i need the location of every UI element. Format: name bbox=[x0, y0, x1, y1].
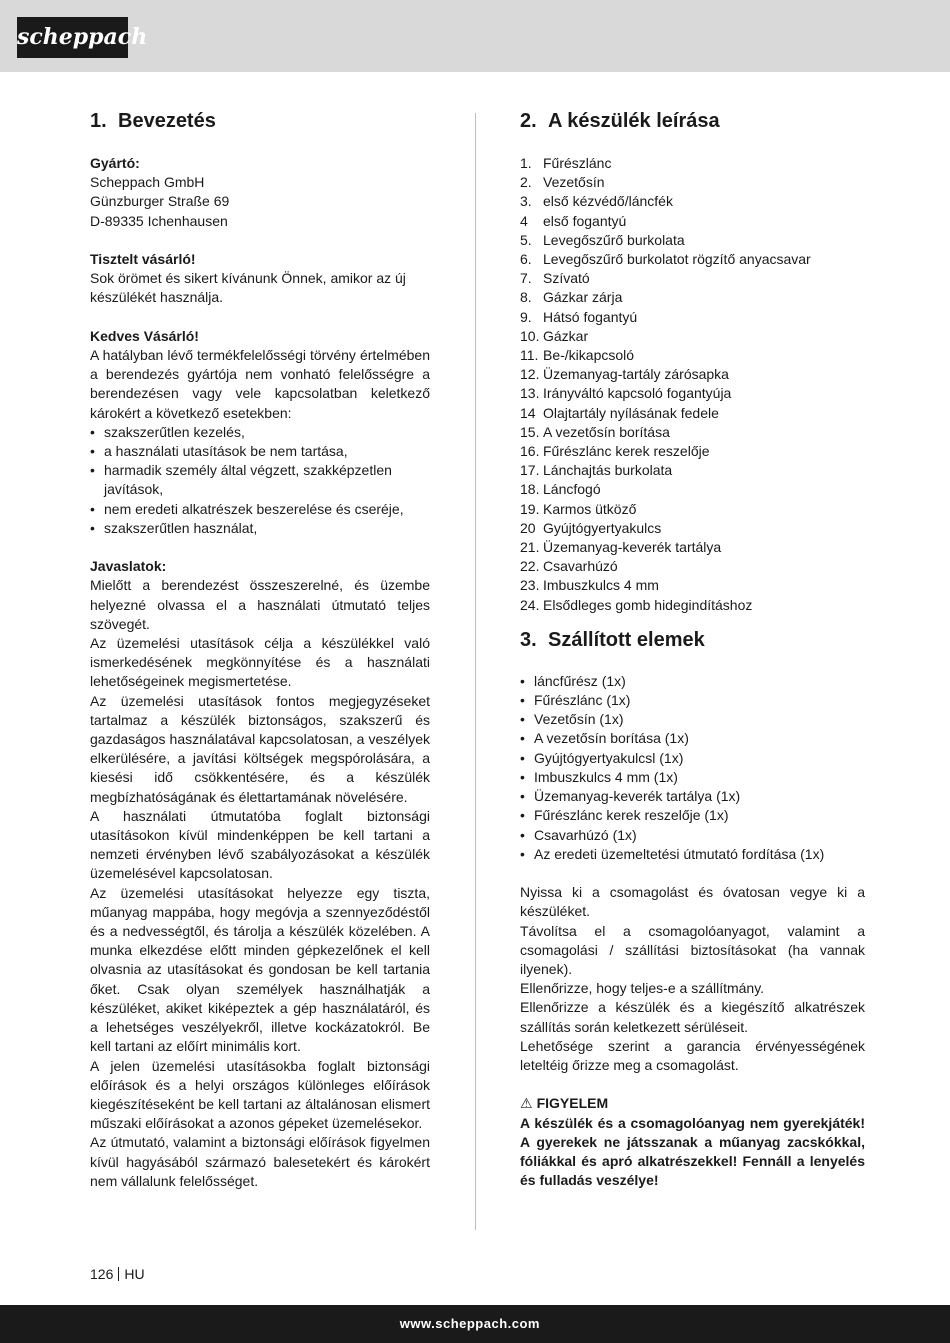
manufacturer-block bbox=[90, 154, 430, 231]
section-title-delivery: 3. Szállított elemek bbox=[520, 628, 705, 651]
delivery-list bbox=[520, 672, 865, 864]
left-column bbox=[90, 108, 430, 1191]
page-number: 126 HU bbox=[90, 1266, 145, 1282]
unpack-block bbox=[520, 883, 865, 1075]
right-column bbox=[520, 108, 865, 1190]
list-item: 3. első kézvédő/láncfék bbox=[520, 193, 673, 210]
paragraph: Ellenőrizze a készülék és a kiegészítő alkatrészek szállítás során keletkezett sérüléseit. bbox=[520, 999, 865, 1035]
list-item: • Vezetősín (1x) bbox=[520, 710, 865, 729]
list-item: 4 első fogantyú bbox=[520, 212, 627, 229]
warning-triangle-icon: ⚠ bbox=[520, 1095, 533, 1112]
paragraph: Mielőtt a berendezést összeszerelné, és üzembe helyezné olvassa el a használati útmutató teljes szövegét. bbox=[90, 577, 430, 632]
list-item: 17. Lánchajtás burkolata bbox=[520, 462, 673, 479]
list-item: 7. Szívató bbox=[520, 270, 590, 287]
list-item: • harmadik személy által végzett, szakképzetlen javítások, bbox=[90, 461, 430, 499]
paragraph: Az üzemelési utasítások fontos megjegyzéseket tartalmaz a készülék biztonságos, szakszerű és gazdaságos használatával kapcsolatosan, a veszélyek elkerülésére, a javítási költségek megspórolására, a kiesési idő csökkentésére, és a készülék megbízhatóságának és élettartamának növelésére. bbox=[90, 692, 430, 805]
list-item: • szakszerűtlen használat, bbox=[90, 519, 430, 538]
paragraph: A használati útmutatóba foglalt biztonsági utasításokon kívül mindenképpen be kell tartani a nemzeti érvényben lévő szabályozásokat a készülék üzemelésével kapcsolatosan. bbox=[90, 807, 430, 882]
paragraph: Az üzemelési utasításokat helyezze egy tiszta, műanyag mappába, hogy megóvja a szennyeződéstől és a nedvességtől, és tárolja a készülék közelében. A munka elkezdése előtt minden gépkezelőnek el kell olvasnia az utasításokat és gondosan be kell tartania őket. Csak olyan személyek használhatják a készüléket, akiket kiképeztek a gép használatáról, és a lehetséges veszélyekről, illetve kockázatokról. Be kell tartani az előírt minimális kort. bbox=[90, 884, 430, 1055]
list-item: 2. Vezetősín bbox=[520, 174, 605, 191]
parts-list bbox=[520, 154, 865, 615]
list-item: 24. Elsődleges gomb hidegindításhoz bbox=[520, 596, 753, 613]
list-item: • a használati utasítások be nem tartása, bbox=[90, 442, 430, 461]
list-item: 15. A vezetősín borítása bbox=[520, 423, 670, 440]
list-item: 10. Gázkar bbox=[520, 327, 589, 344]
list-item: 12. Üzemanyag-tartály zárósapka bbox=[520, 366, 729, 383]
dear-customer-block bbox=[90, 250, 430, 308]
list-item: 6. Levegőszűrő burkolatot rögzítő anyacsavar bbox=[520, 251, 811, 268]
recommendations-label: Javaslatok: bbox=[90, 558, 167, 575]
list-item: 21. Üzemanyag-keverék tartálya bbox=[520, 539, 722, 556]
recommendations-block bbox=[90, 557, 430, 1191]
section-title-description: 2. A készülék leírása bbox=[520, 110, 720, 132]
footer-url-link[interactable]: www.scheppach.com bbox=[399, 1316, 540, 1331]
list-item: • Csavarhúzó (1x) bbox=[520, 826, 865, 845]
dear-customer-label: Tisztelt vásárló! bbox=[90, 251, 196, 267]
paragraph: Távolítsa el a csomagolóanyagot, valamint a csomagolási / szállítási biztosításokat (ha vannak ilyenek). bbox=[520, 922, 865, 977]
footer-bar bbox=[0, 1305, 950, 1343]
list-item: 11. Be-/kikapcsoló bbox=[520, 347, 635, 364]
list-item: 20 Gyújtógyertyakulcs bbox=[520, 519, 662, 536]
paragraph: Nyissa ki a csomagolást és óvatosan vegye ki a készüléket. bbox=[520, 884, 865, 920]
list-item: 9. Hátsó fogantyú bbox=[520, 308, 638, 325]
list-item: • nem eredeti alkatrészek beszerelése és cseréje, bbox=[90, 500, 430, 519]
kind-customer-text: A hatályban lévő termékfelelősségi törvény értelmében a berendezés gyártója nem vonható felelősségre a berendezésen vagy vele kapcsolatban keletkező károkért a következő esetekben: bbox=[90, 347, 430, 421]
list-item: • Fűrészlánc kerek reszelője (1x) bbox=[520, 806, 865, 825]
dear-customer-text: Sok örömet és sikert kívánunk Önnek, amikor az új készülékét használja. bbox=[90, 270, 406, 306]
list-item: • szakszerűtlen kezelés, bbox=[90, 423, 430, 442]
list-item: 14 Olajtartály nyílásának fedele bbox=[520, 404, 719, 421]
scheppach-logo: scheppach bbox=[17, 17, 128, 58]
list-item: 19. Karmos ütköző bbox=[520, 500, 637, 517]
warning-title: ⚠ FIGYELEM bbox=[520, 1095, 609, 1112]
list-item: 8. Gázkar zárja bbox=[520, 289, 623, 306]
warning-text: A készülék és a csomagolóanyag nem gyerekjáték! A gyerekek ne játsszanak a műanyag zacskókkal, fóliákkal és apró alkatrészekkel! Fennáll a lenyelés és fulladás veszélye! bbox=[520, 1114, 865, 1189]
list-item: • A vezetősín borítása (1x) bbox=[520, 729, 865, 748]
list-item: 5. Levegőszűrő burkolata bbox=[520, 231, 685, 248]
list-item: • Üzemanyag-keverék tartálya (1x) bbox=[520, 787, 865, 806]
section-title-intro: 1. Bevezetés bbox=[90, 110, 216, 132]
list-item: 16. Fűrészlánc kerek reszelője bbox=[520, 443, 710, 460]
manufacturer-label: Gyártó: bbox=[90, 155, 140, 171]
liability-block bbox=[90, 327, 430, 538]
paragraph: A jelen üzemelési utasításokba foglalt biztonsági előírások és a helyi országos különleges előírások kiegészítéseként be kell tartani az általánosan elismert műszaki előírásokat a azonos gépeket üzemelésekor. bbox=[90, 1057, 430, 1132]
liability-list bbox=[90, 423, 430, 538]
column-divider bbox=[475, 113, 476, 1230]
manufacturer-line: D-89335 Ichenhausen bbox=[90, 212, 228, 229]
list-item: 18. Láncfogó bbox=[520, 481, 601, 498]
list-item: 1. Fűrészlánc bbox=[520, 155, 612, 171]
list-item: 23. Imbuszkulcs 4 mm bbox=[520, 577, 659, 594]
list-item: • Gyújtógyertyakulcsl (1x) bbox=[520, 749, 865, 768]
list-item: • Az eredeti üzemeltetési útmutató fordítása (1x) bbox=[520, 845, 865, 864]
warning-block bbox=[520, 1094, 865, 1190]
paragraph: Az üzemelési utasítások célja a készülékkel való ismerkedésének megkönnyítése és a használati lehetőségeinek megismertetése. bbox=[90, 635, 430, 690]
list-item: • láncfűrész (1x) bbox=[520, 672, 865, 691]
list-item: 13. Irányváltó kapcsoló fogantyúja bbox=[520, 385, 732, 402]
paragraph: Lehetősége szerint a garancia érvényességének leteltéig őrizze meg a csomagolást. bbox=[520, 1037, 865, 1073]
manufacturer-line: Günzburger Straße 69 bbox=[90, 193, 230, 210]
header-bar bbox=[0, 0, 950, 72]
kind-customer-label: Kedves Vásárló! bbox=[90, 327, 199, 344]
paragraph: Ellenőrizze, hogy teljes-e a szállítmány. bbox=[520, 980, 765, 997]
list-item: • Imbuszkulcs 4 mm (1x) bbox=[520, 768, 865, 787]
manufacturer-line: Scheppach GmbH bbox=[90, 174, 205, 191]
paragraph: Az útmutató, valamint a biztonsági előírások figyelmen kívül hagyásából származó balesetekért és károkért nem vállalunk felelősséget. bbox=[90, 1134, 430, 1189]
list-item: • Fűrészlánc (1x) bbox=[520, 691, 865, 710]
list-item: 22. Csavarhúzó bbox=[520, 558, 618, 575]
